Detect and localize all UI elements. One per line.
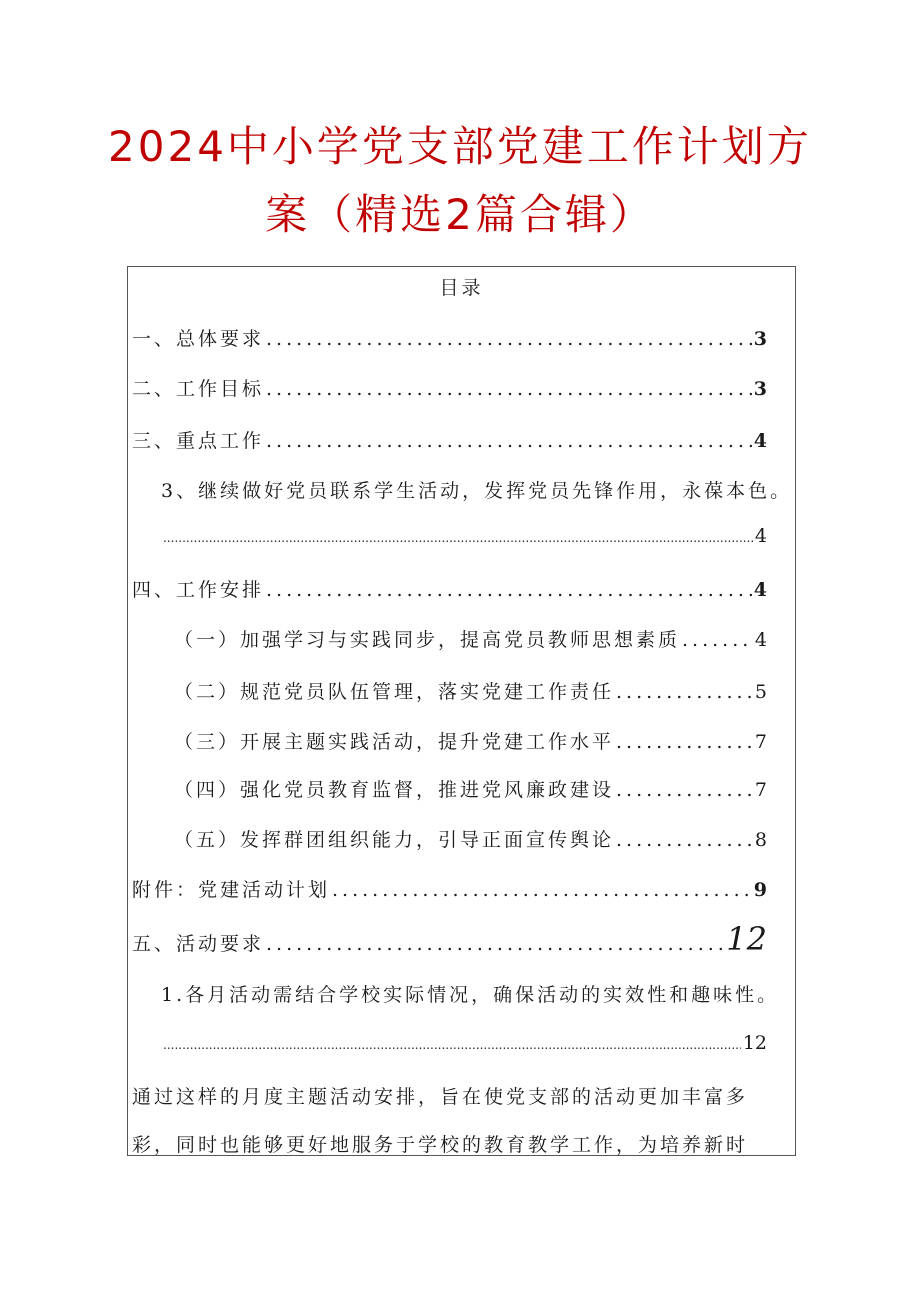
toc-entry-label: （一）加强学习与实践同步，提高党员教师思想素质 (174, 629, 681, 651)
dot-leader (163, 1038, 741, 1052)
toc-entry-page: 3 (753, 328, 767, 350)
toc-entry-page: 12 (742, 1032, 767, 1054)
dot-leader (266, 933, 724, 955)
dot-leader (332, 879, 752, 901)
toc-entry[interactable] (132, 426, 767, 453)
dot-leader (266, 579, 752, 601)
toc-entry-label: （四）强化党员教育监督，推进党风廉政建设 (174, 779, 615, 801)
body-text-line: 通过这样的月度主题活动安排，旨在使党支部的活动更加丰富多 (132, 1086, 749, 1108)
toc-entry-page: 7 (754, 779, 767, 801)
toc-entry-label[interactable]: 3、继续做好党员联系学生活动，发挥党员先锋作用，永葆本色。 (161, 480, 793, 502)
toc-entry-page: 4 (754, 629, 767, 651)
toc-entry[interactable] (174, 825, 767, 852)
toc-entry-label: （二）规范党员队伍管理，落实党建工作责任 (174, 681, 615, 703)
toc-entry[interactable] (174, 727, 767, 754)
dot-leader (616, 779, 753, 801)
toc-entry[interactable] (174, 775, 767, 802)
dot-leader (266, 430, 752, 452)
document-title-line-2: 案（精选2篇合辑） (265, 190, 655, 239)
body-text-line: 彩，同时也能够更好地服务于学校的教育教学工作，为培养新时 (132, 1134, 749, 1156)
toc-entry-label: 三、重点工作 (132, 430, 265, 452)
toc-entry-page: 4 (753, 579, 767, 601)
toc-entry-label: 四、工作安排 (132, 579, 265, 601)
toc-entry-page: 8 (754, 829, 767, 851)
dot-leader (266, 328, 752, 350)
toc-entry-page: 12 (726, 920, 767, 958)
toc-entry[interactable] (174, 625, 767, 652)
toc-entry[interactable] (132, 920, 767, 958)
toc-entry[interactable] (174, 677, 767, 704)
toc-entry-label: （五）发挥群团组织能力，引导正面宣传舆论 (174, 829, 615, 851)
toc-entry-label: 一、总体要求 (132, 328, 265, 350)
toc-entry-page: 7 (754, 731, 767, 753)
dot-leader (616, 731, 753, 753)
toc-entry-page: 9 (753, 879, 767, 901)
toc-entry-page: 3 (753, 378, 767, 400)
dot-leader (682, 629, 753, 651)
toc-entry-continuation[interactable] (161, 1032, 767, 1054)
toc-entry-page: 4 (754, 525, 767, 547)
toc-entry-continuation[interactable] (161, 525, 767, 547)
toc-entry-label: 五、活动要求 (132, 933, 265, 955)
toc-entry[interactable] (132, 875, 767, 902)
toc-entry[interactable] (132, 324, 767, 351)
document-title-line-1: 2024中小学党支部党建工作计划方 (108, 122, 812, 171)
toc-entry-label[interactable]: 1.各月活动需结合学校实际情况，确保活动的实效性和趣味性。 (161, 984, 780, 1006)
table-of-contents (127, 266, 796, 1156)
toc-entry-label: 二、工作目标 (132, 378, 265, 400)
toc-entry-label: （三）开展主题实践活动，提升党建工作水平 (174, 731, 615, 753)
toc-entry[interactable] (132, 575, 767, 602)
toc-entry-label: 附件：党建活动计划 (132, 879, 331, 901)
toc-entry-page: 5 (754, 681, 767, 703)
dot-leader (266, 378, 752, 400)
dot-leader (616, 681, 753, 703)
toc-heading: 目录 (439, 277, 484, 299)
dot-leader (616, 829, 753, 851)
toc-entry[interactable] (132, 374, 767, 401)
toc-entry-page: 4 (753, 430, 767, 452)
dot-leader (163, 531, 753, 545)
